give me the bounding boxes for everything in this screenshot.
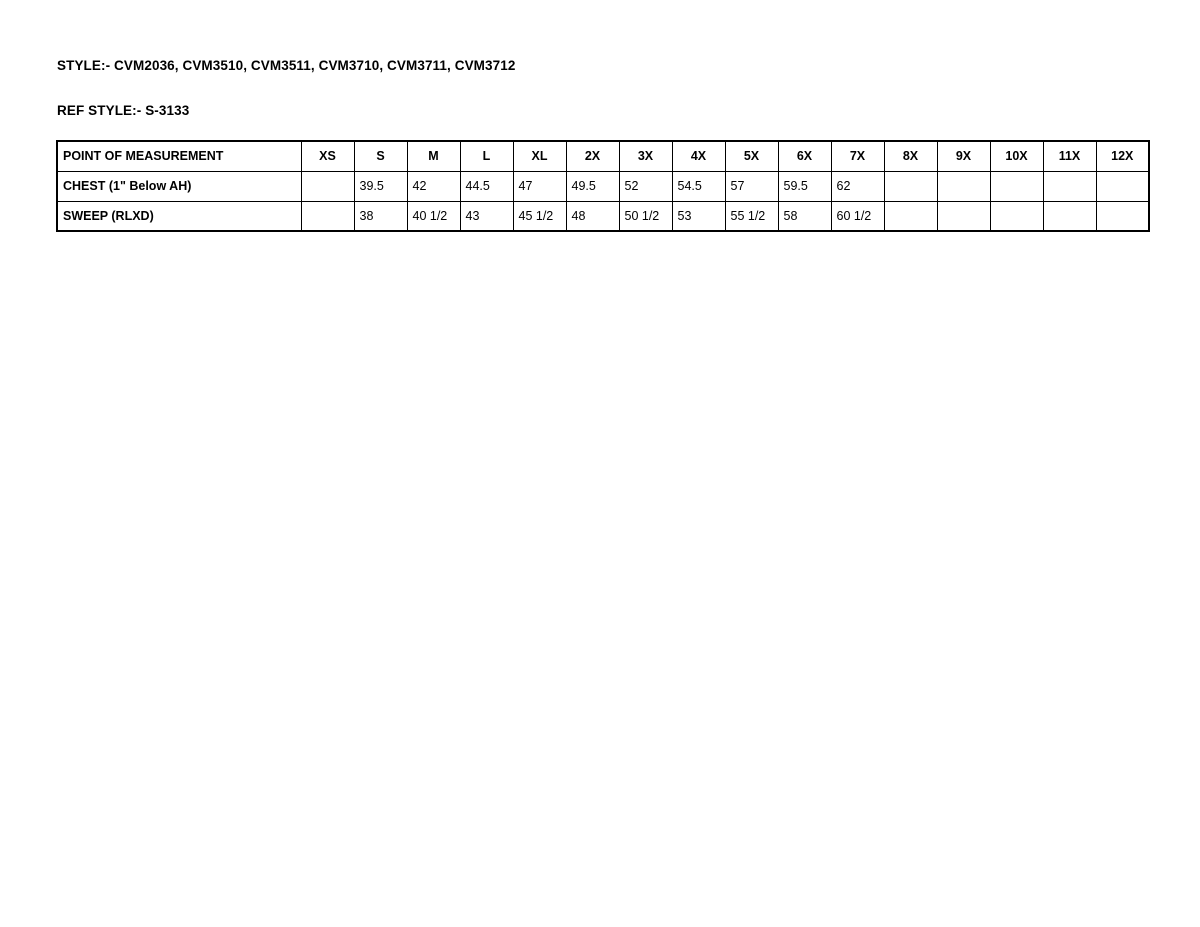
header-point-of-measurement: POINT OF MEASUREMENT [57,141,301,171]
header-size-4x: 4X [672,141,725,171]
header-size-6x: 6X [778,141,831,171]
cell-sweep-4x: 53 [672,201,725,231]
header-size-3x: 3X [619,141,672,171]
cell-chest-xl: 47 [513,171,566,201]
cell-sweep-5x: 55 1/2 [725,201,778,231]
cell-chest-3x: 52 [619,171,672,201]
header-size-11x: 11X [1043,141,1096,171]
cell-sweep-m: 40 1/2 [407,201,460,231]
header-size-12x: 12X [1096,141,1149,171]
row-label-sweep: SWEEP (RLXD) [57,201,301,231]
header-size-7x: 7X [831,141,884,171]
header-size-l: L [460,141,513,171]
ref-style-heading: REF STYLE:- S-3133 [57,103,190,118]
header-size-s: S [354,141,407,171]
cell-chest-2x: 49.5 [566,171,619,201]
cell-chest-9x [937,171,990,201]
cell-chest-5x: 57 [725,171,778,201]
header-size-5x: 5X [725,141,778,171]
cell-chest-m: 42 [407,171,460,201]
header-size-xl: XL [513,141,566,171]
cell-sweep-11x [1043,201,1096,231]
cell-sweep-10x [990,201,1043,231]
cell-sweep-7x: 60 1/2 [831,201,884,231]
cell-sweep-xs [301,201,354,231]
measurement-table [56,140,1150,232]
table-row [57,171,1149,201]
cell-sweep-2x: 48 [566,201,619,231]
cell-chest-10x [990,171,1043,201]
cell-sweep-l: 43 [460,201,513,231]
header-size-8x: 8X [884,141,937,171]
header-size-10x: 10X [990,141,1043,171]
cell-sweep-3x: 50 1/2 [619,201,672,231]
cell-chest-s: 39.5 [354,171,407,201]
table-header-row [57,141,1149,171]
header-size-2x: 2X [566,141,619,171]
cell-sweep-8x [884,201,937,231]
header-size-m: M [407,141,460,171]
cell-chest-12x [1096,171,1149,201]
cell-sweep-12x [1096,201,1149,231]
cell-sweep-9x [937,201,990,231]
cell-chest-4x: 54.5 [672,171,725,201]
cell-chest-7x: 62 [831,171,884,201]
header-size-xs: XS [301,141,354,171]
header-size-9x: 9X [937,141,990,171]
row-label-chest: CHEST (1" Below AH) [57,171,301,201]
cell-sweep-xl: 45 1/2 [513,201,566,231]
cell-chest-xs [301,171,354,201]
cell-chest-8x [884,171,937,201]
cell-chest-6x: 59.5 [778,171,831,201]
style-heading: STYLE:- CVM2036, CVM3510, CVM3511, CVM3710, CVM3711, CVM3712 [57,58,516,73]
cell-sweep-s: 38 [354,201,407,231]
cell-chest-l: 44.5 [460,171,513,201]
table-row [57,201,1149,231]
cell-sweep-6x: 58 [778,201,831,231]
cell-chest-11x [1043,171,1096,201]
